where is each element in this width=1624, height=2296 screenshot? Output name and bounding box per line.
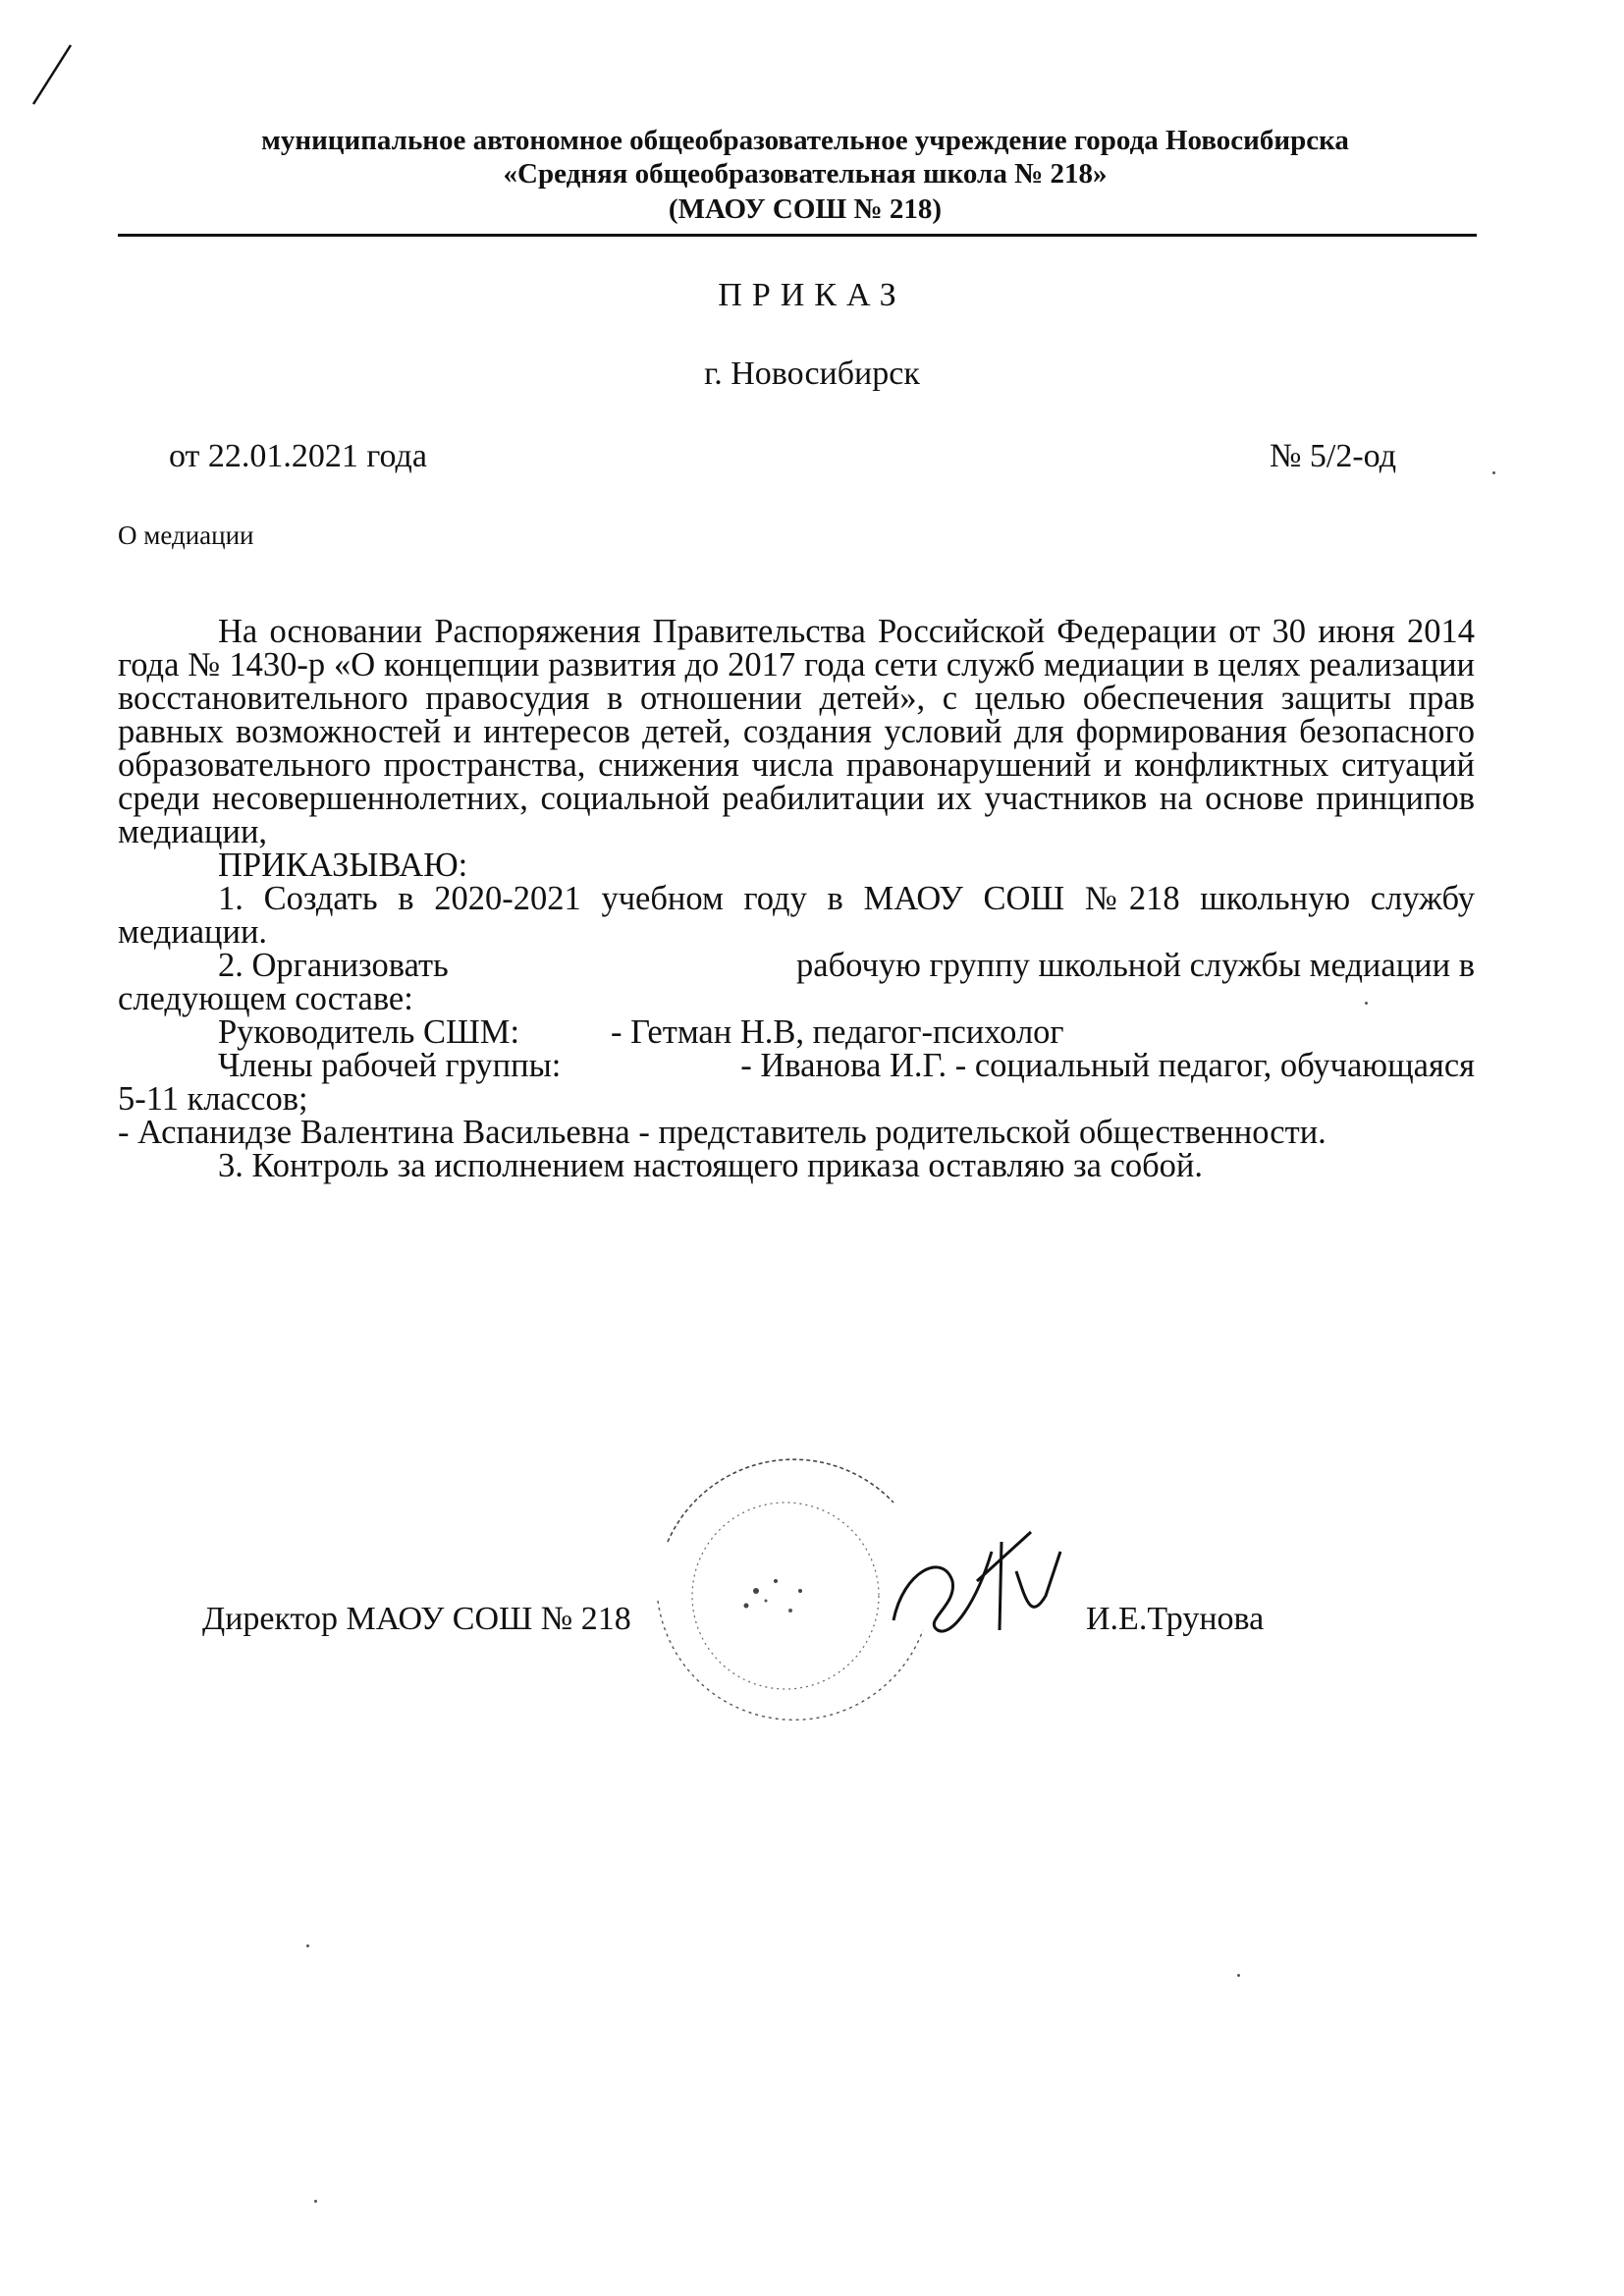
org-name-line-3: (МАОУ СОШ № 218) (668, 193, 943, 225)
order-word: ПРИКАЗЫВАЮ: (218, 847, 468, 884)
member-1-continuation: 5-11 классов; (118, 1080, 308, 1118)
head-value: - Гетман Н.В, педагог-психолог (611, 1013, 1064, 1051)
item-2-continuation: следующем составе: (118, 980, 413, 1017)
scan-speck (306, 1944, 309, 1947)
item-2 (118, 949, 1475, 982)
member-1: - Иванова И.Г. - социальный педагог, обучающаяся (740, 1047, 1475, 1084)
header-rule (118, 234, 1477, 237)
signatory-name: И.Е.Трунова (1086, 1601, 1265, 1637)
order-title: ПРИКАЗ (718, 277, 906, 313)
pen-mark (27, 41, 77, 108)
item-1: 1. Создать в 2020-2021 учебном году в МАОУ СОШ №218 школьную службу медиации. (118, 880, 1475, 951)
scan-speck (314, 2200, 317, 2203)
order-city: г. Новосибирск (704, 355, 920, 392)
order-subject: О медиации (118, 520, 254, 550)
order-body (118, 615, 1475, 1182)
members-row (118, 1049, 1475, 1082)
scan-speck (1365, 1002, 1368, 1005)
order-number: № 5/2-од (1269, 438, 1396, 474)
order-date: от 22.01.2021 года (169, 438, 427, 474)
item-2-lead: 2. Организовать (218, 947, 449, 984)
head-label: Руководитель СШМ: (218, 1013, 520, 1051)
org-name-line-2: «Средняя общеобразовательная школа № 218» (503, 158, 1108, 190)
scan-speck (1237, 1974, 1240, 1977)
handwritten-signature (884, 1512, 1080, 1660)
members-label: Члены рабочей группы: (218, 1047, 562, 1084)
item-3: 3. Контроль за исполнением настоящего приказа оставляю за собой. (218, 1147, 1203, 1184)
item-2-rest: рабочую группу школьной службы медиации в (796, 947, 1475, 984)
org-name-line-1: муниципальное автономное общеобразовательное учреждение города Новосибирска (261, 125, 1349, 156)
signatory-position: Директор МАОУ СОШ № 218 (202, 1601, 631, 1637)
preamble-paragraph: На основании Распоряжения Правительства Российской Федерации от 30 июня 2014 года № 1430-р «О концепции развития до 2017 года сети служб медиации в целях реализации восстановительного правосудия в отношении детей», с целью обеспечения защиты прав равных возможностей и интересов детей, создания условий для формирования безопасного образовательного пространства, снижения числа правонарушений и конфликтных ситуаций среди несовершеннолетних, социальной реабилитации их участников на основе принципов медиации, (118, 613, 1475, 850)
member-2: - Аспанидзе Валентина Васильевна - представитель родительской общественности. (118, 1114, 1326, 1151)
scan-speck (1492, 471, 1495, 474)
head-row (118, 1015, 1475, 1049)
